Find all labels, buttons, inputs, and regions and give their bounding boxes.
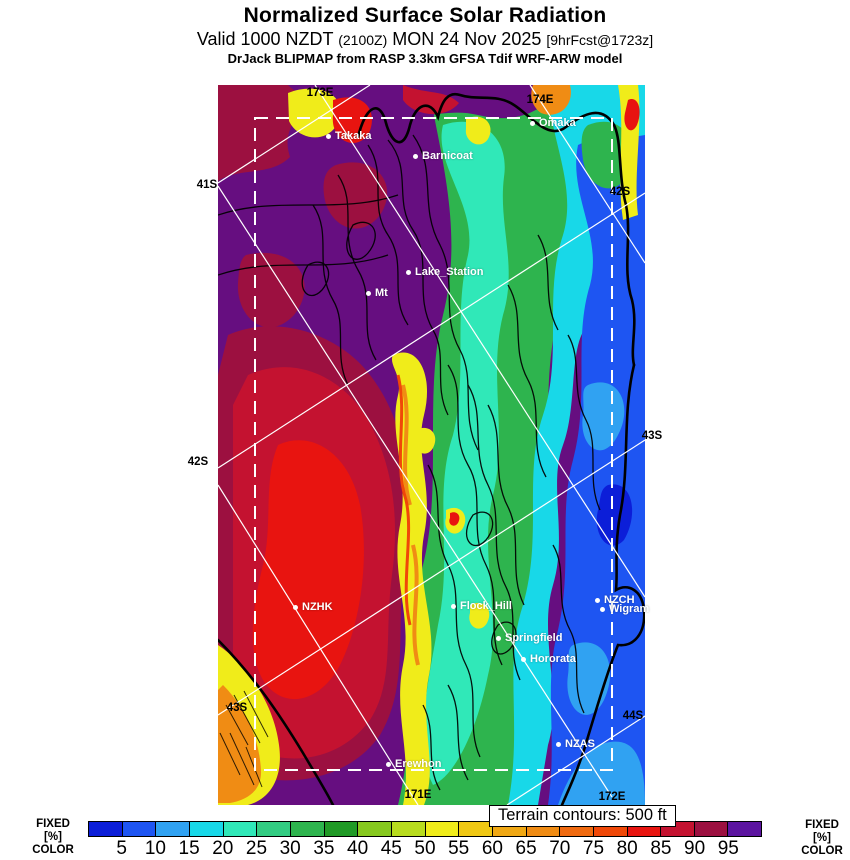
lat-label-42s-east: 42S <box>609 186 631 198</box>
station-label: Wigram <box>609 603 650 615</box>
station-marker-wigram <box>600 603 649 615</box>
fixed-color-label-right <box>792 819 850 858</box>
fixed-color-line: [%] <box>44 831 62 843</box>
colorbar-tick-label: 60 <box>481 838 503 859</box>
station-dot <box>406 270 411 275</box>
colorbar-segment <box>291 822 325 836</box>
page-title: Normalized Surface Solar Radiation <box>243 4 607 27</box>
colorbar-tick-label: 95 <box>717 838 739 859</box>
station-label: Barnicoat <box>422 150 473 162</box>
station-dot <box>386 762 391 767</box>
station-label: NZAS <box>565 738 595 750</box>
colorbar-tick-label: 5 <box>116 838 127 859</box>
station-label: NZCH <box>604 594 635 606</box>
colorbar-tick-label: 85 <box>650 838 672 859</box>
radiation-map-canvas <box>218 85 645 805</box>
station-marker-flock-hill <box>451 600 512 612</box>
station-marker-nzhk <box>293 601 333 613</box>
model-line: DrJack BLIPMAP from RASP 3.3km GFSA Tdif WRF-ARW model <box>227 51 623 66</box>
colorbar-segment <box>358 822 392 836</box>
station-label: Springfield <box>505 632 563 644</box>
forecast-tag: [9hrFcst@1723z] <box>546 32 654 48</box>
station-marker-mt <box>366 287 388 299</box>
station-marker-hororata <box>521 653 576 665</box>
lat-label-41s: 41S <box>196 179 218 191</box>
station-dot <box>521 657 526 662</box>
station-marker-omaka <box>530 117 576 129</box>
colorbar-segment <box>190 822 224 836</box>
station-marker-springfield <box>496 632 562 644</box>
station-dot <box>600 607 605 612</box>
station-dot <box>293 605 298 610</box>
fixed-color-line: COLOR <box>32 844 74 856</box>
lon-label-172e: 172E <box>598 791 626 803</box>
colorbar-tick-label: 75 <box>582 838 605 859</box>
lon-label-173e: 173E <box>306 87 334 99</box>
colorbar-segment <box>426 822 460 836</box>
colorbar-tick-label: 10 <box>144 838 166 859</box>
lon-label-171e: 171E <box>404 789 432 801</box>
station-label: Flock_Hill <box>460 600 512 612</box>
fixed-color-line: FIXED <box>805 819 839 831</box>
header <box>0 4 850 66</box>
colorbar-tick-label: 40 <box>347 838 369 859</box>
lat-label-43s-east: 43S <box>641 430 663 442</box>
colorbar-tick-label: 45 <box>380 838 402 859</box>
station-label: NZHK <box>302 601 333 613</box>
colorbar-tick-label: 90 <box>684 838 706 859</box>
lat-label-42s-west: 42S <box>187 456 209 468</box>
colorbar-tick-label: 80 <box>616 838 638 859</box>
fixed-color-line: COLOR <box>801 845 843 857</box>
valid-time-line <box>0 29 850 50</box>
lon-label-174e: 174E <box>526 94 554 106</box>
lat-label-43s-west: 43S <box>226 702 248 714</box>
station-dot <box>451 604 456 609</box>
station-label: Mt <box>375 287 388 299</box>
colorbar-segment <box>695 822 729 836</box>
colorbar-segment <box>224 822 258 836</box>
utc-time: (2100Z) <box>338 32 388 48</box>
colorbar-tick-label: 70 <box>549 838 571 859</box>
station-dot <box>530 121 535 126</box>
fixed-color-line: [%] <box>813 832 831 844</box>
station-label: Erewhon <box>395 758 442 770</box>
colorbar-tick-label: 65 <box>515 838 537 859</box>
solar-radiation-map <box>187 85 663 805</box>
colorbar-segment <box>156 822 190 836</box>
station-marker-erewhon <box>386 758 441 770</box>
colorbar-segment <box>392 822 426 836</box>
colorbar-tick-label: 25 <box>245 838 268 859</box>
station-marker-barnicoat <box>413 150 473 162</box>
fixed-color-label-left <box>23 818 83 857</box>
colorbar-tick-label: 35 <box>313 838 335 859</box>
lat-label-44s: 44S <box>622 710 644 722</box>
valid-prefix: Valid 1000 NZDT <box>196 29 334 49</box>
station-dot <box>366 291 371 296</box>
colorbar-tick-label: 15 <box>178 838 200 859</box>
station-label: Omaka <box>539 117 576 129</box>
colorbar-segment <box>728 822 761 836</box>
colorbar-tick-label: 55 <box>448 838 470 859</box>
station-dot <box>556 742 561 747</box>
fixed-color-line: FIXED <box>36 818 70 830</box>
colorbar-segment <box>459 822 493 836</box>
colorbar-tick-label: 20 <box>212 838 234 859</box>
station-label: Hororata <box>530 653 576 665</box>
colorbar-segment <box>257 822 291 836</box>
station-marker-nzas <box>556 738 595 750</box>
station-label: Lake_Station <box>415 266 484 278</box>
station-dot <box>326 134 331 139</box>
colorbar-segment <box>325 822 359 836</box>
station-dot <box>413 154 418 159</box>
colorbar-segment <box>89 822 123 836</box>
valid-date: MON 24 Nov 2025 <box>392 29 542 49</box>
station-dot <box>496 636 501 641</box>
station-label: Takaka <box>335 130 372 142</box>
colorbar-tick-label: 50 <box>414 838 436 859</box>
station-marker-takaka <box>326 130 372 142</box>
station-marker-lake-station <box>406 266 483 278</box>
colorbar-tick-label: 30 <box>279 838 301 859</box>
colorbar-segment <box>123 822 157 836</box>
station-dot <box>595 598 600 603</box>
terrain-contours-note: Terrain contours: 500 ft <box>489 805 676 827</box>
